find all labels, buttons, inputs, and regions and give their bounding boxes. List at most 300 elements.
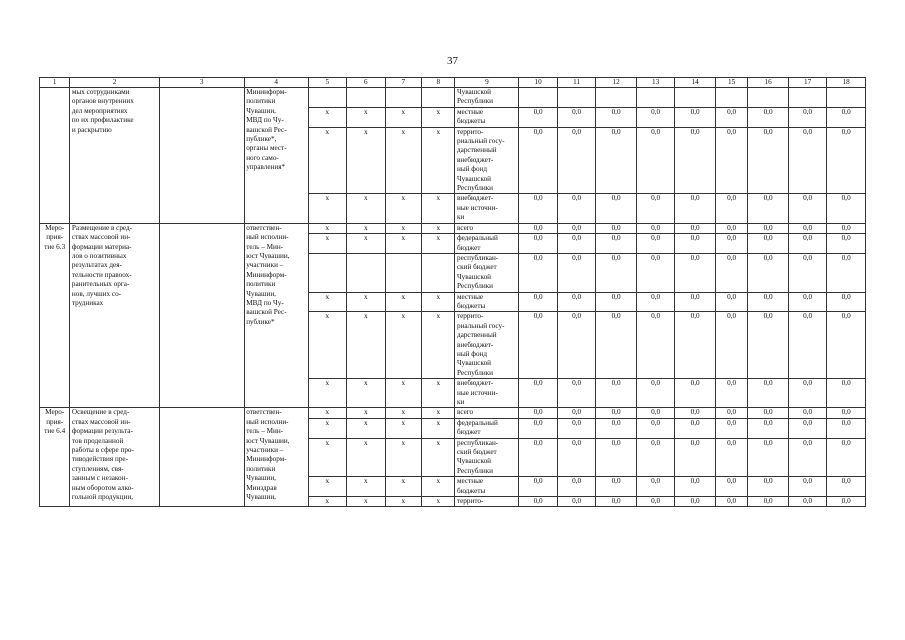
cell-line: местные <box>456 292 484 301</box>
amount-cell: 0,0 <box>827 234 866 254</box>
cell-line: политики <box>246 97 276 106</box>
amount-cell: 0,0 <box>675 477 716 497</box>
amount-cell: 0,0 <box>519 234 558 254</box>
code-cell: х <box>422 379 455 408</box>
cell-line: бюджеты <box>456 301 486 310</box>
cell-line: Чувашской <box>456 272 492 281</box>
cell-line: Минздрав <box>246 483 277 492</box>
cell-line: ный исполни- <box>246 417 289 426</box>
cell-line: риальный госу- <box>456 321 505 330</box>
amount-cell: 0,0 <box>788 497 827 507</box>
amount-cell: 0,0 <box>636 438 675 477</box>
header-cell: 16 <box>748 78 789 88</box>
cell-line: внебюджет- <box>456 340 494 349</box>
cell-line: ответствен- <box>246 223 282 232</box>
amount-cell: 0,0 <box>519 497 558 507</box>
cell-line: республикан- <box>456 253 499 262</box>
code-cell <box>308 253 347 292</box>
amount-cell: 0,0 <box>557 234 596 254</box>
cell-line: прия- <box>46 233 64 242</box>
header-cell: 4 <box>244 78 308 88</box>
amount-cell: 0,0 <box>636 127 675 194</box>
cell-line: тов проделанной <box>71 436 124 445</box>
amount-cell: 0,0 <box>636 379 675 408</box>
cell-line: ответствен- <box>246 408 282 417</box>
cell-line: юст Чувашии, <box>246 251 290 260</box>
header-cell: 11 <box>557 78 596 88</box>
code-cell: х <box>422 127 455 194</box>
cell-line: бюджеты <box>456 486 486 495</box>
cell-line: ступлениям, свя- <box>71 464 124 473</box>
cell-line: Мининформ- <box>246 88 287 96</box>
cell-line: внебюджет- <box>456 194 494 203</box>
code-cell: х <box>385 418 421 438</box>
cell-line: ный исполни- <box>246 233 289 242</box>
cell-line: по их профилактике <box>71 116 134 125</box>
empty-cell <box>159 223 244 408</box>
amount-cell: 0,0 <box>748 194 789 223</box>
amount-cell: 0,0 <box>596 438 637 477</box>
cell-line: Размещение в сред- <box>71 223 133 232</box>
amount-cell: 0,0 <box>675 497 716 507</box>
funding-source-cell <box>455 107 519 127</box>
cell-line: Республики <box>456 368 494 377</box>
code-cell: х <box>347 438 386 477</box>
amount-cell: 0,0 <box>557 107 596 127</box>
cell-line: участники – <box>246 446 284 455</box>
cell-line: гольной продукции, <box>71 493 134 502</box>
funding-source-cell <box>455 223 519 233</box>
cell-line: местные <box>456 477 484 486</box>
funding-source-cell <box>455 88 519 108</box>
cell-line: Чувашии, <box>246 106 276 115</box>
cell-line: ский бюджет <box>456 448 497 457</box>
amount-cell: 0,0 <box>748 127 789 194</box>
amount-cell: 0,0 <box>557 194 596 223</box>
table-row <box>40 88 866 108</box>
code-cell: х <box>385 477 421 497</box>
amount-cell: 0,0 <box>715 312 747 379</box>
amount-cell: 0,0 <box>788 477 827 497</box>
code-cell <box>347 88 386 108</box>
amount-cell <box>675 88 716 108</box>
amount-cell: 0,0 <box>788 408 827 418</box>
cell-line: Чувашии, <box>246 289 276 298</box>
code-cell: х <box>308 223 347 233</box>
amount-cell <box>557 88 596 108</box>
amount-cell: 0,0 <box>827 497 866 507</box>
amount-cell: 0,0 <box>827 408 866 418</box>
header-cell: 1 <box>40 78 70 88</box>
cell-line: тиводействия пре- <box>71 455 129 464</box>
cell-line: внебюджет- <box>456 379 494 388</box>
code-cell: х <box>347 497 386 507</box>
cell-line: дарственный <box>456 146 497 155</box>
amount-cell: 0,0 <box>675 408 716 418</box>
amount-cell: 0,0 <box>636 418 675 438</box>
amount-cell: 0,0 <box>715 127 747 194</box>
amount-cell: 0,0 <box>827 438 866 477</box>
amount-cell: 0,0 <box>596 477 637 497</box>
code-cell: х <box>308 438 347 477</box>
amount-cell: 0,0 <box>675 234 716 254</box>
cell-line: тие 6.3 <box>44 242 66 251</box>
code-cell: х <box>308 127 347 194</box>
code-cell: х <box>347 408 386 418</box>
measure-name-cell <box>70 88 159 224</box>
code-cell <box>308 88 347 108</box>
code-cell: х <box>385 379 421 408</box>
amount-cell: 0,0 <box>596 194 637 223</box>
cell-line: Республики <box>456 282 494 291</box>
cell-line: тель – Мин- <box>246 242 284 251</box>
amount-cell: 0,0 <box>519 312 558 379</box>
amount-cell: 0,0 <box>519 438 558 477</box>
amount-cell: 0,0 <box>715 107 747 127</box>
amount-cell: 0,0 <box>675 127 716 194</box>
header-cell: 3 <box>159 78 244 88</box>
amount-cell: 0,0 <box>715 223 747 233</box>
cell-line: прия- <box>46 417 64 426</box>
amount-cell: 0,0 <box>557 438 596 477</box>
cell-line: органов внутренних <box>71 97 134 106</box>
code-cell: х <box>308 194 347 223</box>
amount-cell: 0,0 <box>748 408 789 418</box>
amount-cell: 0,0 <box>675 194 716 223</box>
amount-cell: 0,0 <box>596 107 637 127</box>
code-cell: х <box>422 418 455 438</box>
cell-line: Республики <box>456 97 494 106</box>
code-cell: х <box>308 379 347 408</box>
funding-source-cell <box>455 292 519 312</box>
amount-cell <box>827 88 866 108</box>
amount-cell: 0,0 <box>636 497 675 507</box>
measure-id-cell <box>40 88 70 224</box>
cell-line: формации материа- <box>71 242 132 251</box>
cell-line: дел мероприятиях <box>71 106 128 115</box>
amount-cell: 0,0 <box>748 107 789 127</box>
funding-source-cell <box>455 497 519 507</box>
amount-cell: 0,0 <box>748 379 789 408</box>
amount-cell: 0,0 <box>827 194 866 223</box>
cell-line: ствах массовой ин- <box>71 417 131 426</box>
amount-cell <box>715 88 747 108</box>
cell-line: всего <box>456 223 474 232</box>
cell-line: ным оборотом алко- <box>71 483 134 492</box>
cell-line: тельности правоох- <box>71 270 132 279</box>
amount-cell: 0,0 <box>715 234 747 254</box>
amount-cell: 0,0 <box>748 223 789 233</box>
amount-cell: 0,0 <box>519 292 558 312</box>
amount-cell: 0,0 <box>788 127 827 194</box>
code-cell: х <box>347 477 386 497</box>
cell-line: ки <box>456 398 465 406</box>
cell-line: тель – Мин- <box>246 427 284 436</box>
cell-line: террито- <box>456 312 484 321</box>
cell-line: Чувашской <box>456 174 492 183</box>
funding-source-cell <box>455 194 519 223</box>
cell-line: участники – <box>246 261 284 270</box>
amount-cell: 0,0 <box>557 312 596 379</box>
amount-cell: 0,0 <box>596 234 637 254</box>
cell-line: юст Чувашии, <box>246 436 290 445</box>
cell-line: ные источни- <box>456 388 498 397</box>
code-cell: х <box>422 234 455 254</box>
header-cell: 9 <box>455 78 519 88</box>
amount-cell: 0,0 <box>788 418 827 438</box>
header-cell: 5 <box>308 78 347 88</box>
code-cell: х <box>385 107 421 127</box>
code-cell: х <box>308 292 347 312</box>
cell-line: тие 6.4 <box>44 427 66 436</box>
amount-cell <box>788 88 827 108</box>
amount-cell: 0,0 <box>675 223 716 233</box>
amount-cell: 0,0 <box>636 107 675 127</box>
code-cell <box>347 253 386 292</box>
code-cell: х <box>385 408 421 418</box>
amount-cell: 0,0 <box>715 194 747 223</box>
code-cell: х <box>385 234 421 254</box>
header-cell: 17 <box>788 78 827 88</box>
code-cell: х <box>347 234 386 254</box>
code-cell: х <box>385 194 421 223</box>
cell-line: всего <box>456 408 474 417</box>
amount-cell: 0,0 <box>596 379 637 408</box>
cell-line: и раскрытию <box>71 125 112 134</box>
cell-line: Меро- <box>45 223 65 232</box>
amount-cell: 0,0 <box>596 312 637 379</box>
code-cell: х <box>308 312 347 379</box>
amount-cell: 0,0 <box>636 253 675 292</box>
funding-source-cell <box>455 477 519 497</box>
cell-line: мых сотрудниками <box>71 88 130 96</box>
cell-line: республикан- <box>456 438 499 447</box>
cell-line: политики <box>246 464 276 473</box>
amount-cell: 0,0 <box>788 379 827 408</box>
funding-source-cell <box>455 253 519 292</box>
amount-cell: 0,0 <box>596 497 637 507</box>
funding-source-cell <box>455 312 519 379</box>
cell-line: риальный госу- <box>456 137 505 146</box>
cell-line: результатах дея- <box>71 261 122 270</box>
cell-line: ки <box>456 213 465 222</box>
amount-cell: 0,0 <box>715 438 747 477</box>
executor-cell <box>244 88 308 224</box>
amount-cell: 0,0 <box>715 408 747 418</box>
cell-line: Чувашской <box>456 359 492 368</box>
header-cell: 6 <box>347 78 386 88</box>
amount-cell <box>596 88 637 108</box>
amount-cell: 0,0 <box>519 194 558 223</box>
amount-cell: 0,0 <box>748 418 789 438</box>
code-cell: х <box>422 223 455 233</box>
funding-source-cell <box>455 127 519 194</box>
cell-line: федеральный <box>456 418 498 427</box>
code-cell: х <box>347 107 386 127</box>
amount-cell: 0,0 <box>557 379 596 408</box>
amount-cell: 0,0 <box>748 497 789 507</box>
cell-line: ский бюджет <box>456 263 497 272</box>
amount-cell: 0,0 <box>519 107 558 127</box>
program-table <box>39 77 866 507</box>
cell-line: МВД по Чу- <box>246 298 284 307</box>
header-cell: 18 <box>827 78 866 88</box>
amount-cell: 0,0 <box>827 223 866 233</box>
code-cell: х <box>308 477 347 497</box>
cell-line: политики <box>246 280 276 289</box>
cell-line: внебюджет- <box>456 155 494 164</box>
amount-cell: 0,0 <box>827 477 866 497</box>
code-cell: х <box>347 292 386 312</box>
cell-line: нов, лучших со- <box>71 289 122 298</box>
header-cell: 10 <box>519 78 558 88</box>
header-cell: 12 <box>596 78 637 88</box>
cell-line: ранительных орга- <box>71 280 130 289</box>
amount-cell: 0,0 <box>636 234 675 254</box>
cell-line: дарственный <box>456 331 497 340</box>
cell-line: террито- <box>456 497 484 506</box>
empty-cell <box>159 408 244 507</box>
amount-cell: 0,0 <box>557 223 596 233</box>
amount-cell: 0,0 <box>519 223 558 233</box>
empty-cell <box>159 88 244 224</box>
cell-line: ный фонд <box>456 165 488 174</box>
amount-cell: 0,0 <box>596 292 637 312</box>
cell-line: работы в сфере про- <box>71 446 134 455</box>
amount-cell: 0,0 <box>596 253 637 292</box>
cell-line: Чувашии, <box>246 493 276 502</box>
header-cell: 15 <box>715 78 747 88</box>
measure-id-cell <box>40 223 70 408</box>
amount-cell: 0,0 <box>675 253 716 292</box>
code-cell: х <box>347 379 386 408</box>
code-cell: х <box>422 312 455 379</box>
code-cell: х <box>347 194 386 223</box>
code-cell: х <box>385 312 421 379</box>
code-cell: х <box>422 477 455 497</box>
amount-cell: 0,0 <box>827 107 866 127</box>
cell-line: МВД по Чу- <box>246 116 284 125</box>
cell-line: Мининформ- <box>246 270 287 279</box>
cell-line: публике* <box>246 317 275 326</box>
code-cell: х <box>385 292 421 312</box>
header-cell: 14 <box>675 78 716 88</box>
code-cell: х <box>347 312 386 379</box>
amount-cell: 0,0 <box>557 127 596 194</box>
amount-cell: 0,0 <box>557 497 596 507</box>
cell-line: трудниках <box>71 298 104 307</box>
cell-line: ные источни- <box>456 203 498 212</box>
amount-cell: 0,0 <box>827 127 866 194</box>
amount-cell: 0,0 <box>788 194 827 223</box>
amount-cell: 0,0 <box>715 497 747 507</box>
amount-cell: 0,0 <box>596 408 637 418</box>
cell-line: бюджет <box>456 243 481 252</box>
cell-line: лов о позитивных <box>71 251 127 260</box>
amount-cell: 0,0 <box>557 477 596 497</box>
code-cell: х <box>347 418 386 438</box>
cell-line: Чувашской <box>456 457 492 466</box>
amount-cell: 0,0 <box>675 292 716 312</box>
code-cell: х <box>385 223 421 233</box>
cell-line: местные <box>456 107 484 116</box>
amount-cell: 0,0 <box>675 312 716 379</box>
code-cell: х <box>422 497 455 507</box>
amount-cell: 0,0 <box>519 253 558 292</box>
cell-line: ного само- <box>246 153 279 162</box>
amount-cell: 0,0 <box>827 379 866 408</box>
amount-cell: 0,0 <box>596 127 637 194</box>
amount-cell: 0,0 <box>715 477 747 497</box>
code-cell: х <box>308 107 347 127</box>
amount-cell: 0,0 <box>519 477 558 497</box>
measure-name-cell <box>70 223 159 408</box>
cell-line: бюджеты <box>456 117 486 126</box>
amount-cell: 0,0 <box>827 312 866 379</box>
cell-line: вашской Рес- <box>246 125 287 134</box>
header-cell: 7 <box>385 78 421 88</box>
amount-cell: 0,0 <box>636 408 675 418</box>
funding-source-cell <box>455 234 519 254</box>
code-cell <box>422 88 455 108</box>
code-cell: х <box>385 438 421 477</box>
amount-cell <box>519 88 558 108</box>
code-cell: х <box>422 408 455 418</box>
amount-cell: 0,0 <box>636 194 675 223</box>
cell-line: террито- <box>456 127 484 136</box>
amount-cell: 0,0 <box>557 292 596 312</box>
amount-cell: 0,0 <box>636 477 675 497</box>
code-cell <box>385 253 421 292</box>
code-cell: х <box>308 497 347 507</box>
amount-cell: 0,0 <box>748 253 789 292</box>
measure-name-cell <box>70 408 159 507</box>
measure-id-cell <box>40 408 70 507</box>
code-cell: х <box>308 234 347 254</box>
cell-line: Республики <box>456 184 494 193</box>
amount-cell: 0,0 <box>827 253 866 292</box>
header-row <box>40 78 866 88</box>
amount-cell: 0,0 <box>557 408 596 418</box>
cell-line: Республики <box>456 466 494 475</box>
code-cell: х <box>422 194 455 223</box>
amount-cell: 0,0 <box>788 107 827 127</box>
header-cell: 8 <box>422 78 455 88</box>
amount-cell: 0,0 <box>788 312 827 379</box>
code-cell: х <box>308 418 347 438</box>
table-row <box>40 408 866 418</box>
funding-source-cell <box>455 379 519 408</box>
code-cell: х <box>347 127 386 194</box>
cell-line: формации результа- <box>71 427 133 436</box>
cell-line: Освещение в сред- <box>71 408 130 417</box>
executor-cell <box>244 223 308 408</box>
amount-cell: 0,0 <box>827 418 866 438</box>
header-cell: 2 <box>70 78 159 88</box>
header-cell: 13 <box>636 78 675 88</box>
amount-cell: 0,0 <box>788 223 827 233</box>
amount-cell: 0,0 <box>748 234 789 254</box>
cell-line: Меро- <box>45 408 65 417</box>
cell-line: ствах массовой ин- <box>71 233 131 242</box>
amount-cell: 0,0 <box>675 418 716 438</box>
cell-line: управления* <box>246 163 286 172</box>
code-cell: х <box>385 127 421 194</box>
amount-cell: 0,0 <box>675 379 716 408</box>
cell-line: бюджет <box>456 428 481 437</box>
code-cell: х <box>422 438 455 477</box>
amount-cell: 0,0 <box>557 253 596 292</box>
